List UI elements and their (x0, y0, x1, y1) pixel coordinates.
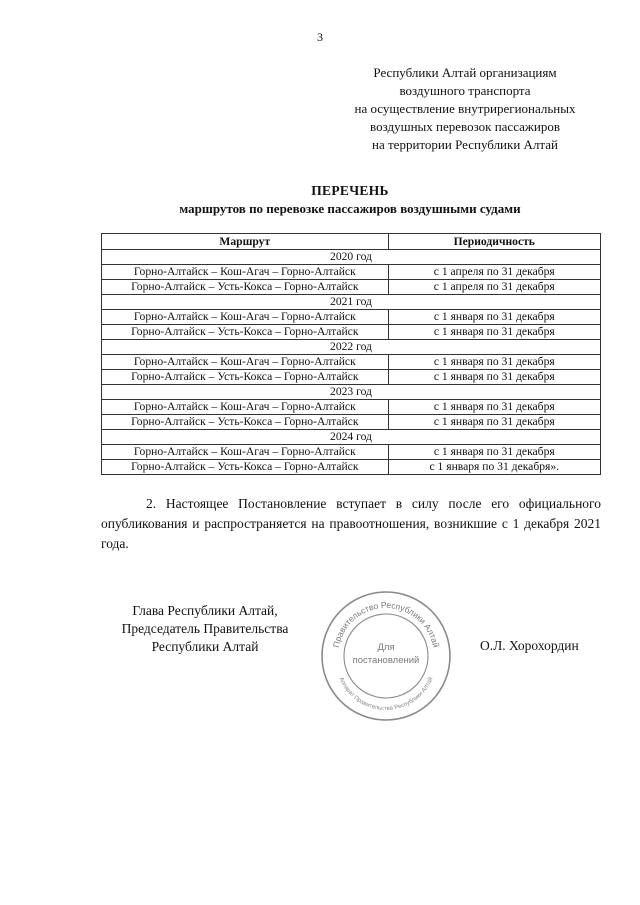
route-cell: Горно-Алтайск – Усть-Кокса – Горно-Алтайск (102, 415, 389, 430)
period-cell: с 1 апреля по 31 декабря (388, 280, 600, 295)
seal-center-text-1: Для (377, 642, 395, 653)
signatory-name: О.Л. Хорохордин (480, 638, 579, 653)
addressee-line: воздушного транспорта (399, 83, 531, 98)
year-cell: 2023 год (102, 385, 601, 400)
seal-outer-text: Правительство Республики Алтай (330, 599, 442, 649)
table-row (102, 310, 601, 325)
routes-table (101, 233, 601, 475)
route-cell: Горно-Алтайск – Кош-Агач – Горно-Алтайск (102, 355, 389, 370)
addressee-line: воздушных перевозок пассажиров (370, 119, 560, 134)
year-cell: 2022 год (102, 340, 601, 355)
period-cell: с 1 января по 31 декабря (388, 325, 600, 340)
signatory-position-line: Глава Республики Алтай, (132, 603, 278, 618)
period-cell: с 1 января по 31 декабря (388, 400, 600, 415)
period-cell: с 1 апреля по 31 декабря (388, 265, 600, 280)
document-title: ПЕРЕЧЕНЬ (311, 183, 389, 198)
signatory-position-line: Республики Алтай (151, 639, 259, 654)
clause-paragraph: 2. Настоящее Постановление вступает в силу после его официального опубликования и распространяется на правоотношения, возникшие с 1 декабря 2021 года. (101, 496, 601, 551)
table-row (102, 325, 601, 340)
route-cell: Горно-Алтайск – Усть-Кокса – Горно-Алтайск (102, 370, 389, 385)
addressee-line: на осуществление внутрирегиональных (354, 101, 576, 116)
period-cell: с 1 января по 31 декабря (388, 355, 600, 370)
year-row (102, 340, 601, 355)
table-row (102, 460, 601, 475)
route-cell: Горно-Алтайск – Усть-Кокса – Горно-Алтайск (102, 460, 389, 475)
period-cell: с 1 января по 31 декабря (388, 415, 600, 430)
table-row (102, 280, 601, 295)
addressee-block (320, 64, 610, 154)
year-row (102, 295, 601, 310)
official-seal-stamp (318, 588, 454, 724)
table-row (102, 265, 601, 280)
table-row (102, 445, 601, 460)
period-cell: с 1 января по 31 декабря (388, 370, 600, 385)
year-cell: 2021 год (102, 295, 601, 310)
route-cell: Горно-Алтайск – Усть-Кокса – Горно-Алтайск (102, 325, 389, 340)
table-header-row (102, 234, 601, 250)
addressee-line: на территории Республики Алтай (372, 137, 558, 152)
route-cell: Горно-Алтайск – Кош-Агач – Горно-Алтайск (102, 400, 389, 415)
year-row (102, 250, 601, 265)
page-number: 3 (317, 30, 323, 44)
period-cell: с 1 января по 31 декабря (388, 310, 600, 325)
route-cell: Горно-Алтайск – Кош-Агач – Горно-Алтайск (102, 445, 389, 460)
document-subtitle: маршрутов по перевозке пассажиров воздушными судами (179, 201, 521, 216)
table-row (102, 400, 601, 415)
seal-center-text-2: постановлений (352, 655, 420, 666)
table-row (102, 355, 601, 370)
year-cell: 2024 год (102, 430, 601, 445)
route-cell: Горно-Алтайск – Кош-Агач – Горно-Алтайск (102, 310, 389, 325)
signatory-position (100, 602, 310, 656)
year-row (102, 430, 601, 445)
year-row (102, 385, 601, 400)
addressee-line: Республики Алтай организациям (373, 65, 557, 80)
table-row (102, 415, 601, 430)
table-row (102, 370, 601, 385)
route-cell: Горно-Алтайск – Кош-Агач – Горно-Алтайск (102, 265, 389, 280)
year-cell: 2020 год (102, 250, 601, 265)
period-cell: с 1 января по 31 декабря (388, 445, 600, 460)
column-header-periodicity: Периодичность (388, 234, 600, 250)
signatory-position-line: Председатель Правительства (121, 621, 289, 636)
seal-lower-text: Аппарат Правительства Республики Алтай (337, 676, 435, 713)
period-cell: с 1 января по 31 декабря». (388, 460, 600, 475)
column-header-route: Маршрут (102, 234, 389, 250)
route-cell: Горно-Алтайск – Усть-Кокса – Горно-Алтайск (102, 280, 389, 295)
